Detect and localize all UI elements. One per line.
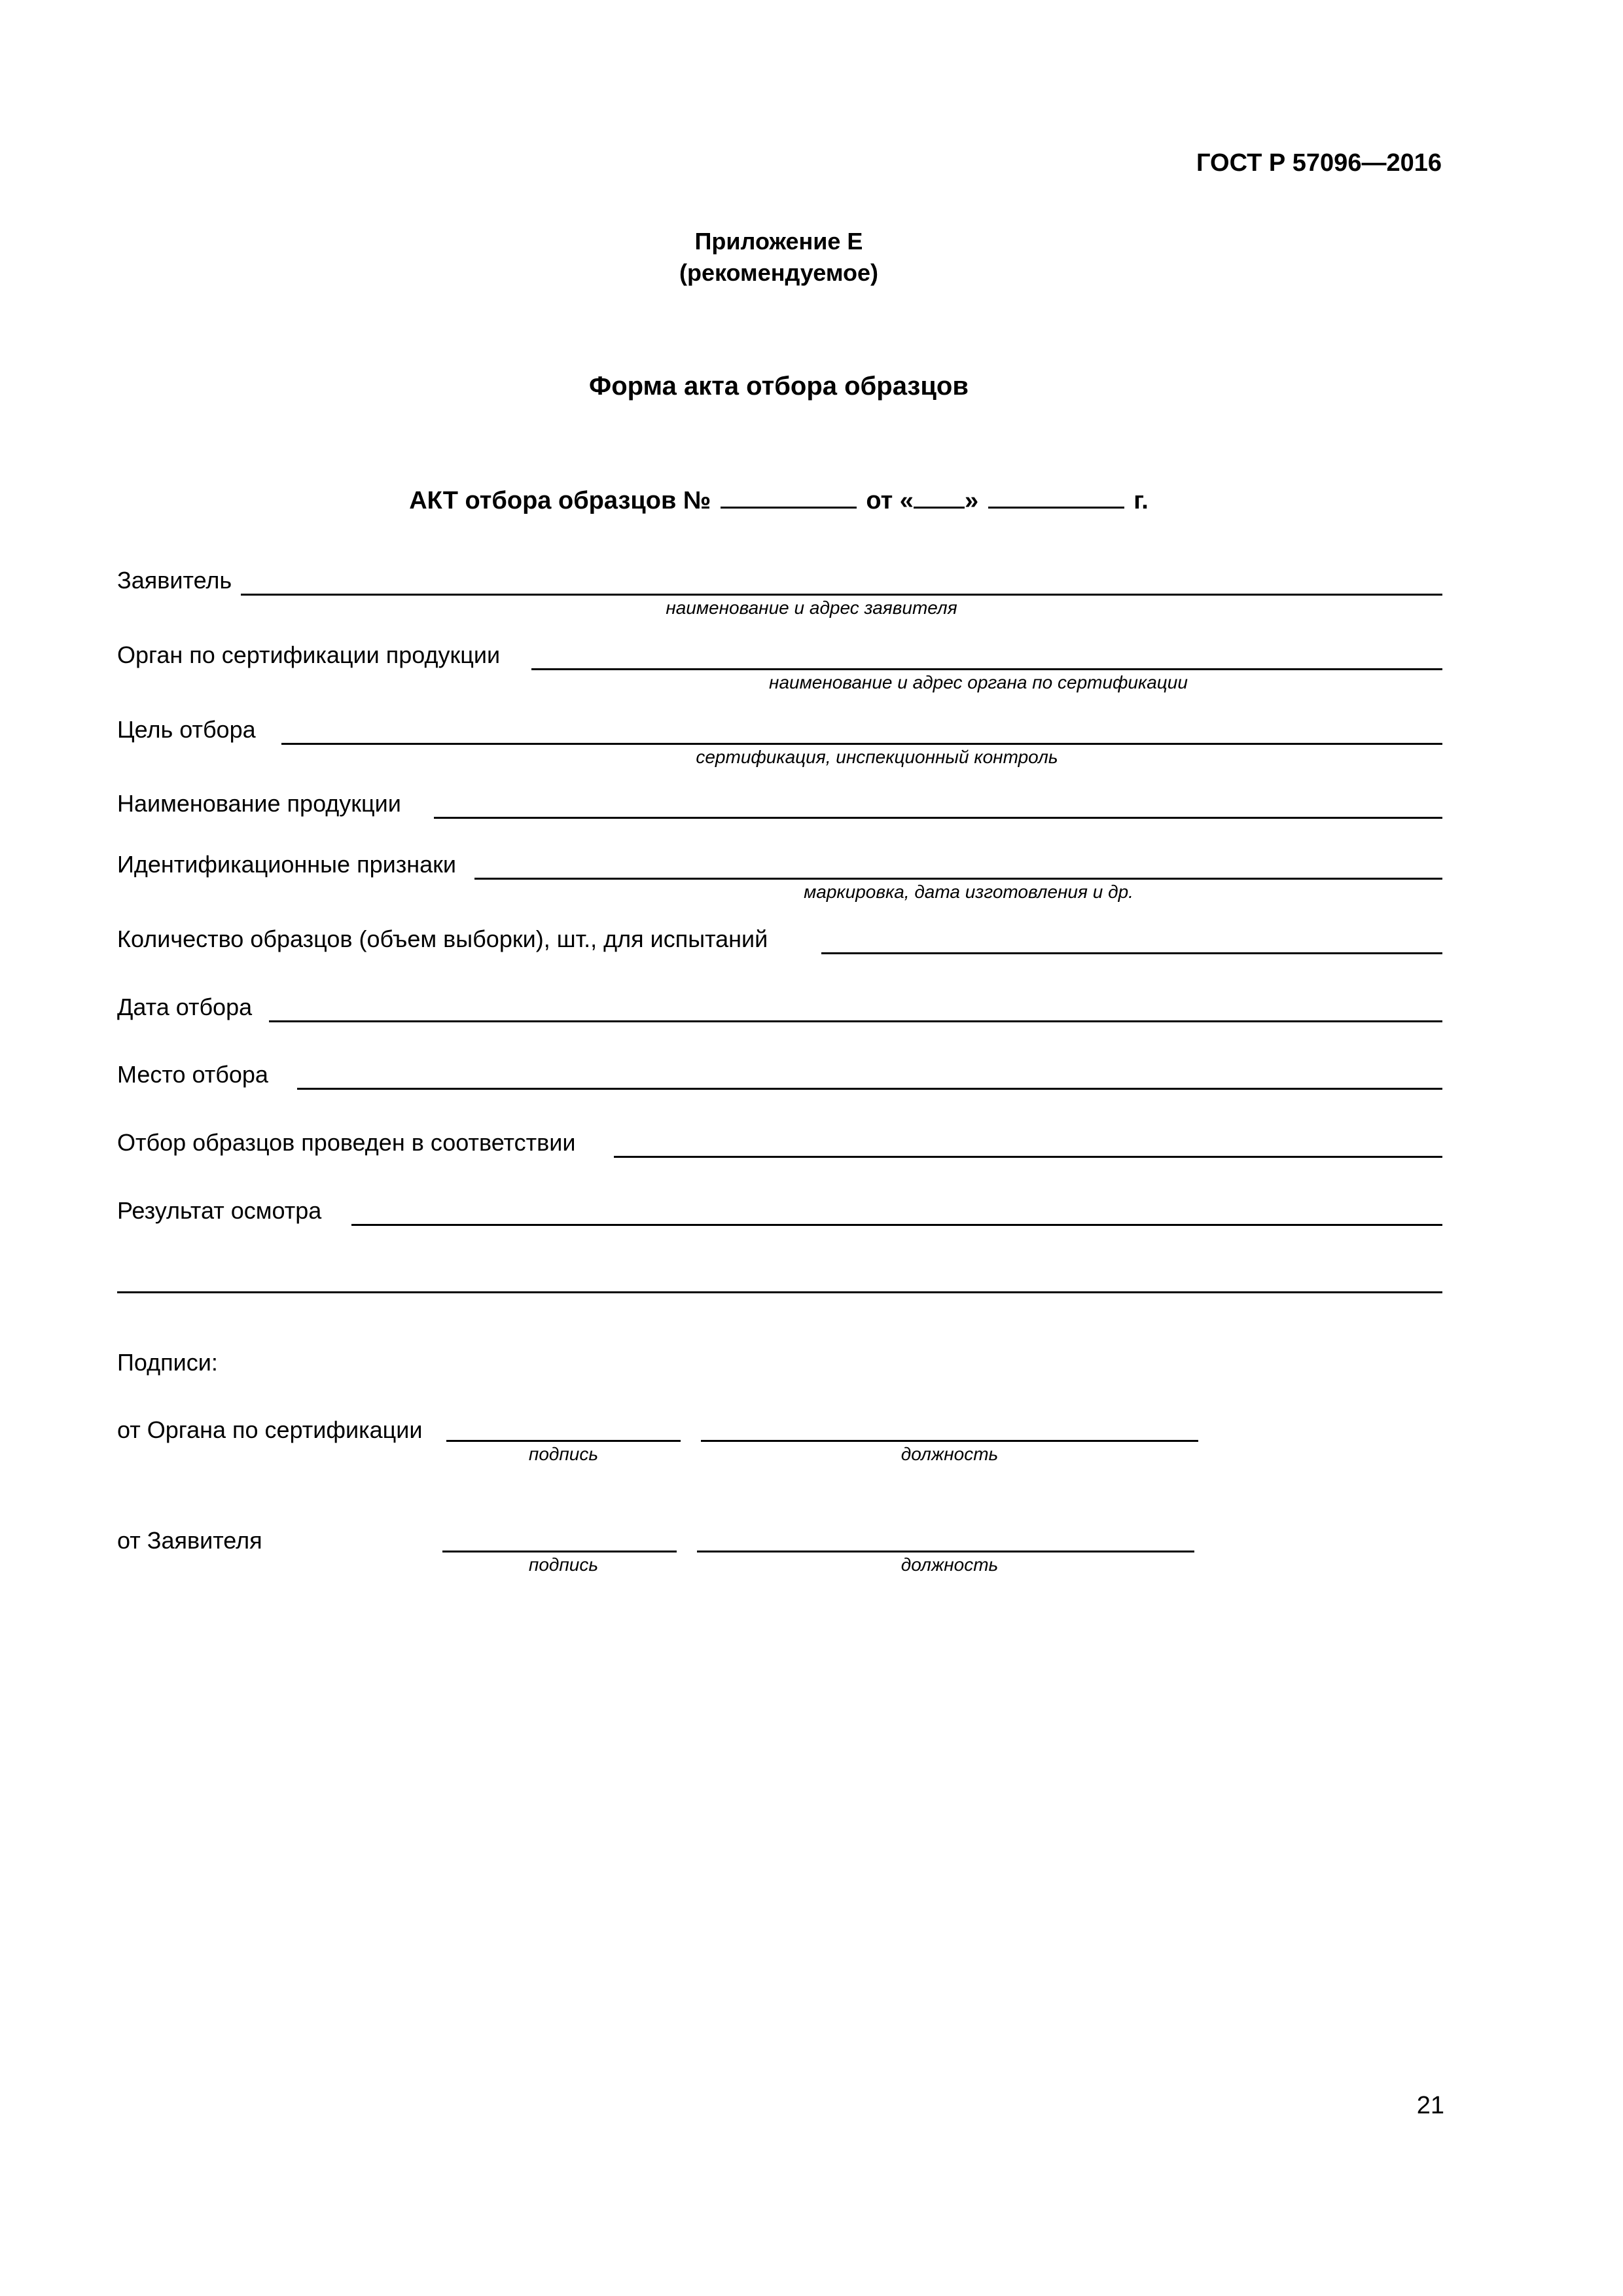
- identification-label: Идентификационные признаки: [117, 851, 456, 878]
- appendix-title: Приложение Е: [694, 228, 863, 255]
- identification-field[interactable]: [474, 878, 1442, 880]
- inspection-result-label: Результат осмотра: [117, 1197, 322, 1224]
- standard-code: ГОСТ Р 57096—2016: [1196, 149, 1442, 177]
- act-prefix: АКТ отбора образцов №: [409, 487, 711, 514]
- product-name-label: Наименование продукции: [117, 790, 401, 817]
- sampling-date-field[interactable]: [269, 1020, 1442, 1022]
- act-header: [0, 484, 1558, 515]
- inspection-result-field-continued[interactable]: [117, 1291, 1442, 1293]
- sampling-date-label: Дата отбора: [117, 994, 253, 1020]
- identification-caption: маркировка, дата изготовления и др.: [804, 882, 1133, 902]
- act-month-blank[interactable]: [988, 484, 1124, 509]
- certification-body-field[interactable]: [531, 668, 1442, 670]
- body-position-field[interactable]: [701, 1440, 1198, 1442]
- applicant-caption: наименование и адрес заявителя: [666, 598, 957, 618]
- sampling-place-field[interactable]: [297, 1088, 1442, 1090]
- sampling-place-label: Место отбора: [117, 1061, 268, 1088]
- sampling-conformity-field[interactable]: [614, 1156, 1442, 1158]
- applicant-field[interactable]: [241, 594, 1442, 596]
- appendix-status: (рекомендуемое): [679, 259, 878, 286]
- applicant-label: Заявитель: [117, 567, 232, 594]
- form-title: Форма акта отбора образцов: [589, 372, 969, 401]
- applicant-position-field[interactable]: [697, 1551, 1194, 1552]
- body-signature-field[interactable]: [446, 1440, 681, 1442]
- act-day-blank[interactable]: [914, 484, 965, 509]
- applicant-signature-field[interactable]: [442, 1551, 677, 1552]
- body-signature-caption: подпись: [528, 1444, 599, 1464]
- purpose-label: Цель отбора: [117, 716, 256, 743]
- act-year-suffix: г.: [1133, 487, 1149, 514]
- body-position-caption: должность: [901, 1444, 999, 1464]
- act-from: от «: [866, 487, 914, 514]
- applicant-position-caption: должность: [901, 1554, 999, 1575]
- purpose-caption: сертификация, инспекционный контроль: [696, 747, 1058, 767]
- page-number: 21: [1416, 2092, 1444, 2119]
- inspection-result-field[interactable]: [351, 1224, 1442, 1226]
- purpose-field[interactable]: [281, 743, 1442, 745]
- applicant-signature-caption: подпись: [528, 1554, 599, 1575]
- act-number-blank[interactable]: [721, 484, 857, 509]
- sampling-conformity-label: Отбор образцов проведен в соответствии: [117, 1129, 576, 1156]
- body-signature-label: от Органа по сертификации: [117, 1416, 423, 1443]
- act-close-quote: »: [964, 487, 979, 514]
- sample-quantity-field[interactable]: [821, 952, 1442, 954]
- certification-body-caption: наименование и адрес органа по сертификации: [769, 672, 1188, 692]
- sample-quantity-label: Количество образцов (объем выборки), шт., для испытаний: [117, 925, 768, 952]
- product-name-field[interactable]: [434, 817, 1442, 819]
- certification-body-label: Орган по сертификации продукции: [117, 641, 501, 668]
- applicant-signature-label: от Заявителя: [117, 1527, 262, 1554]
- appendix-heading: [0, 226, 1558, 289]
- signatures-heading: Подписи:: [117, 1349, 218, 1376]
